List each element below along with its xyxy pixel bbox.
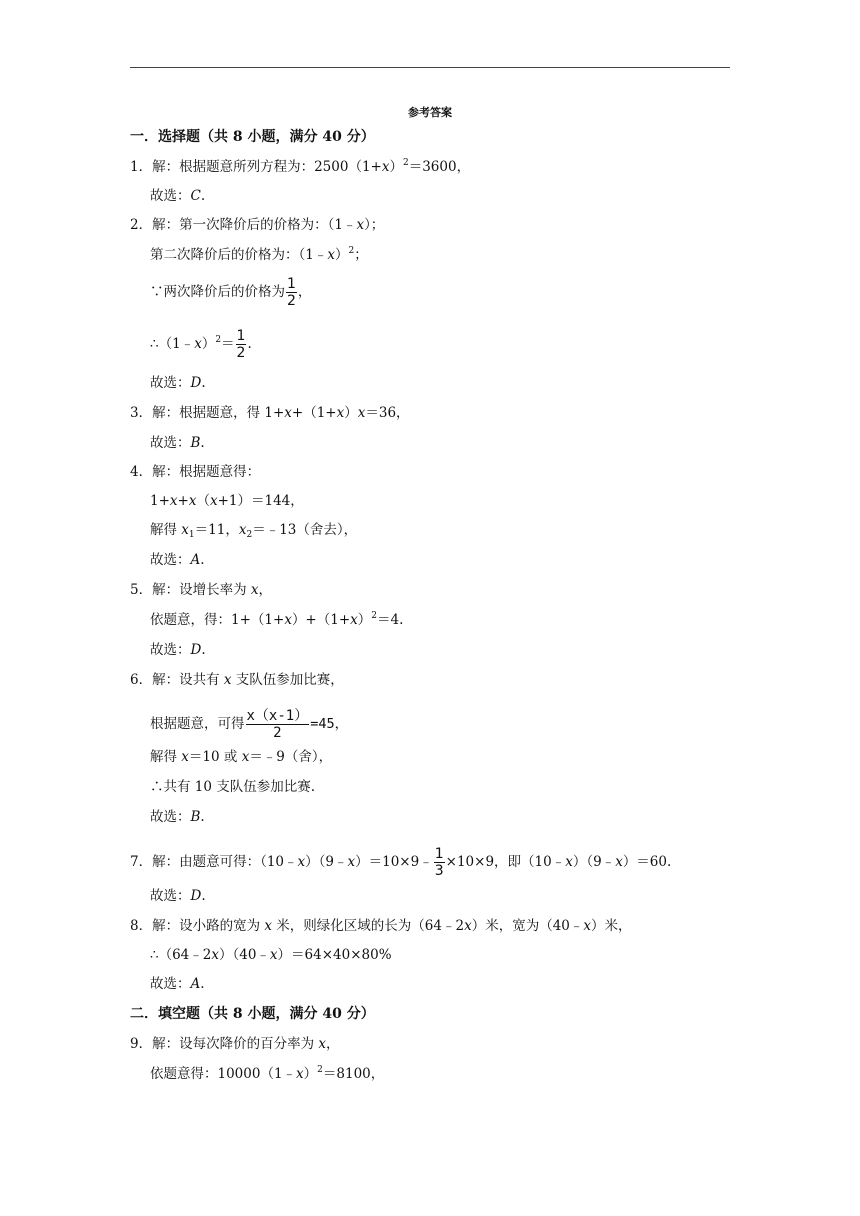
answer-4-line-3: 解得 $x_1=11$，$x_2=﹣13$（舍去），	[150, 522, 358, 540]
answer-2-line-4: ∴（1﹣x）$^2$＝ $\frac{1}{2}$ .	[150, 328, 252, 361]
answer-6-line-3: 解得 x＝10 或 x＝﹣9（舍），	[150, 749, 333, 765]
answer-9-line-2: 依题意得：10000（1﹣x）$^2$＝8100，	[150, 1065, 385, 1082]
answer-3-choice: 故选：B.	[150, 435, 205, 451]
answer-1-line-1: 1．解：根据题意所列方程为：$2500(1+x)^2=3600$，	[130, 158, 471, 175]
answer-6-line-4: ∴共有 10 支队伍参加比赛.	[150, 779, 316, 795]
fraction-one-half: $\frac{1}{2}$	[236, 328, 246, 361]
fraction-one-half: $\frac{1}{2}$	[287, 276, 296, 309]
fraction-one-third: $\frac{1}{3}$	[434, 846, 444, 879]
section-heading-choice: 一．选择题（共 8 小题，满分 40 分）	[130, 129, 375, 145]
answer-2-line-3: ∵两次降价后的价格为 $\frac{1}{2}$ ，	[150, 276, 312, 309]
answer-8-line-2: ∴（64﹣2x）（40﹣x）＝64×40×80%	[150, 947, 392, 963]
answer-5-line-1: 5．解：设增长率为 x，	[130, 582, 273, 598]
answer-2-line-2: 第二次降价后的价格为：（1﹣x）$^2$；	[150, 246, 368, 263]
answer-5-line-2: 依题意，得：$1+(1+x)+(1+x)^2=4$.	[150, 611, 404, 628]
answer-8-choice: 故选：A.	[150, 976, 205, 992]
answer-6-line-2: 根据题意，可得 $\frac{x(x-1)}{2}$ =45，	[150, 708, 349, 741]
answer-7-choice: 故选：D.	[150, 888, 206, 904]
page-title: 参考答案	[408, 106, 452, 119]
answer-2-line-1: 2．解：第一次降价后的价格为：（1﹣x）；	[130, 217, 385, 233]
answer-8-line-1: 8．解：设小路的宽为 x 米，则绿化区域的长为（64﹣2x）米，宽为（40﹣x）米，	[130, 918, 632, 934]
fraction-x-times-x-minus-1-over-2: $\frac{x(x-1)}{2}$	[246, 708, 309, 741]
answer-4-line-1: 4．解：根据题意得：	[130, 464, 261, 480]
answer-7-line-1: 7．解：由题意可得：（10﹣x）（9﹣x）＝10×9﹣ $\frac{1}{3}$ ×10×9，即（10﹣x）（9﹣x）＝60.	[130, 846, 672, 879]
answer-4-line-2: 1+x+x（x+1）＝144，	[150, 493, 304, 509]
answer-6-choice: 故选：B.	[150, 809, 205, 825]
answer-4-choice: 故选：A.	[150, 552, 205, 568]
answer-3-line-1: 3．解：根据题意，得 1+x+（1+x）x＝36，	[130, 405, 410, 421]
answer-5-choice: 故选：D.	[150, 642, 206, 658]
header-rule	[130, 67, 730, 68]
answer-1-choice: 故选：C.	[150, 188, 206, 204]
answer-6-line-1: 6．解：设共有 x 支队伍参加比赛，	[130, 672, 344, 688]
answer-9-line-1: 9．解：设每次降价的百分率为 x，	[130, 1036, 340, 1052]
section-heading-fill-in: 二．填空题（共 8 小题，满分 40 分）	[130, 1006, 375, 1022]
answer-2-choice: 故选：D.	[150, 375, 206, 391]
